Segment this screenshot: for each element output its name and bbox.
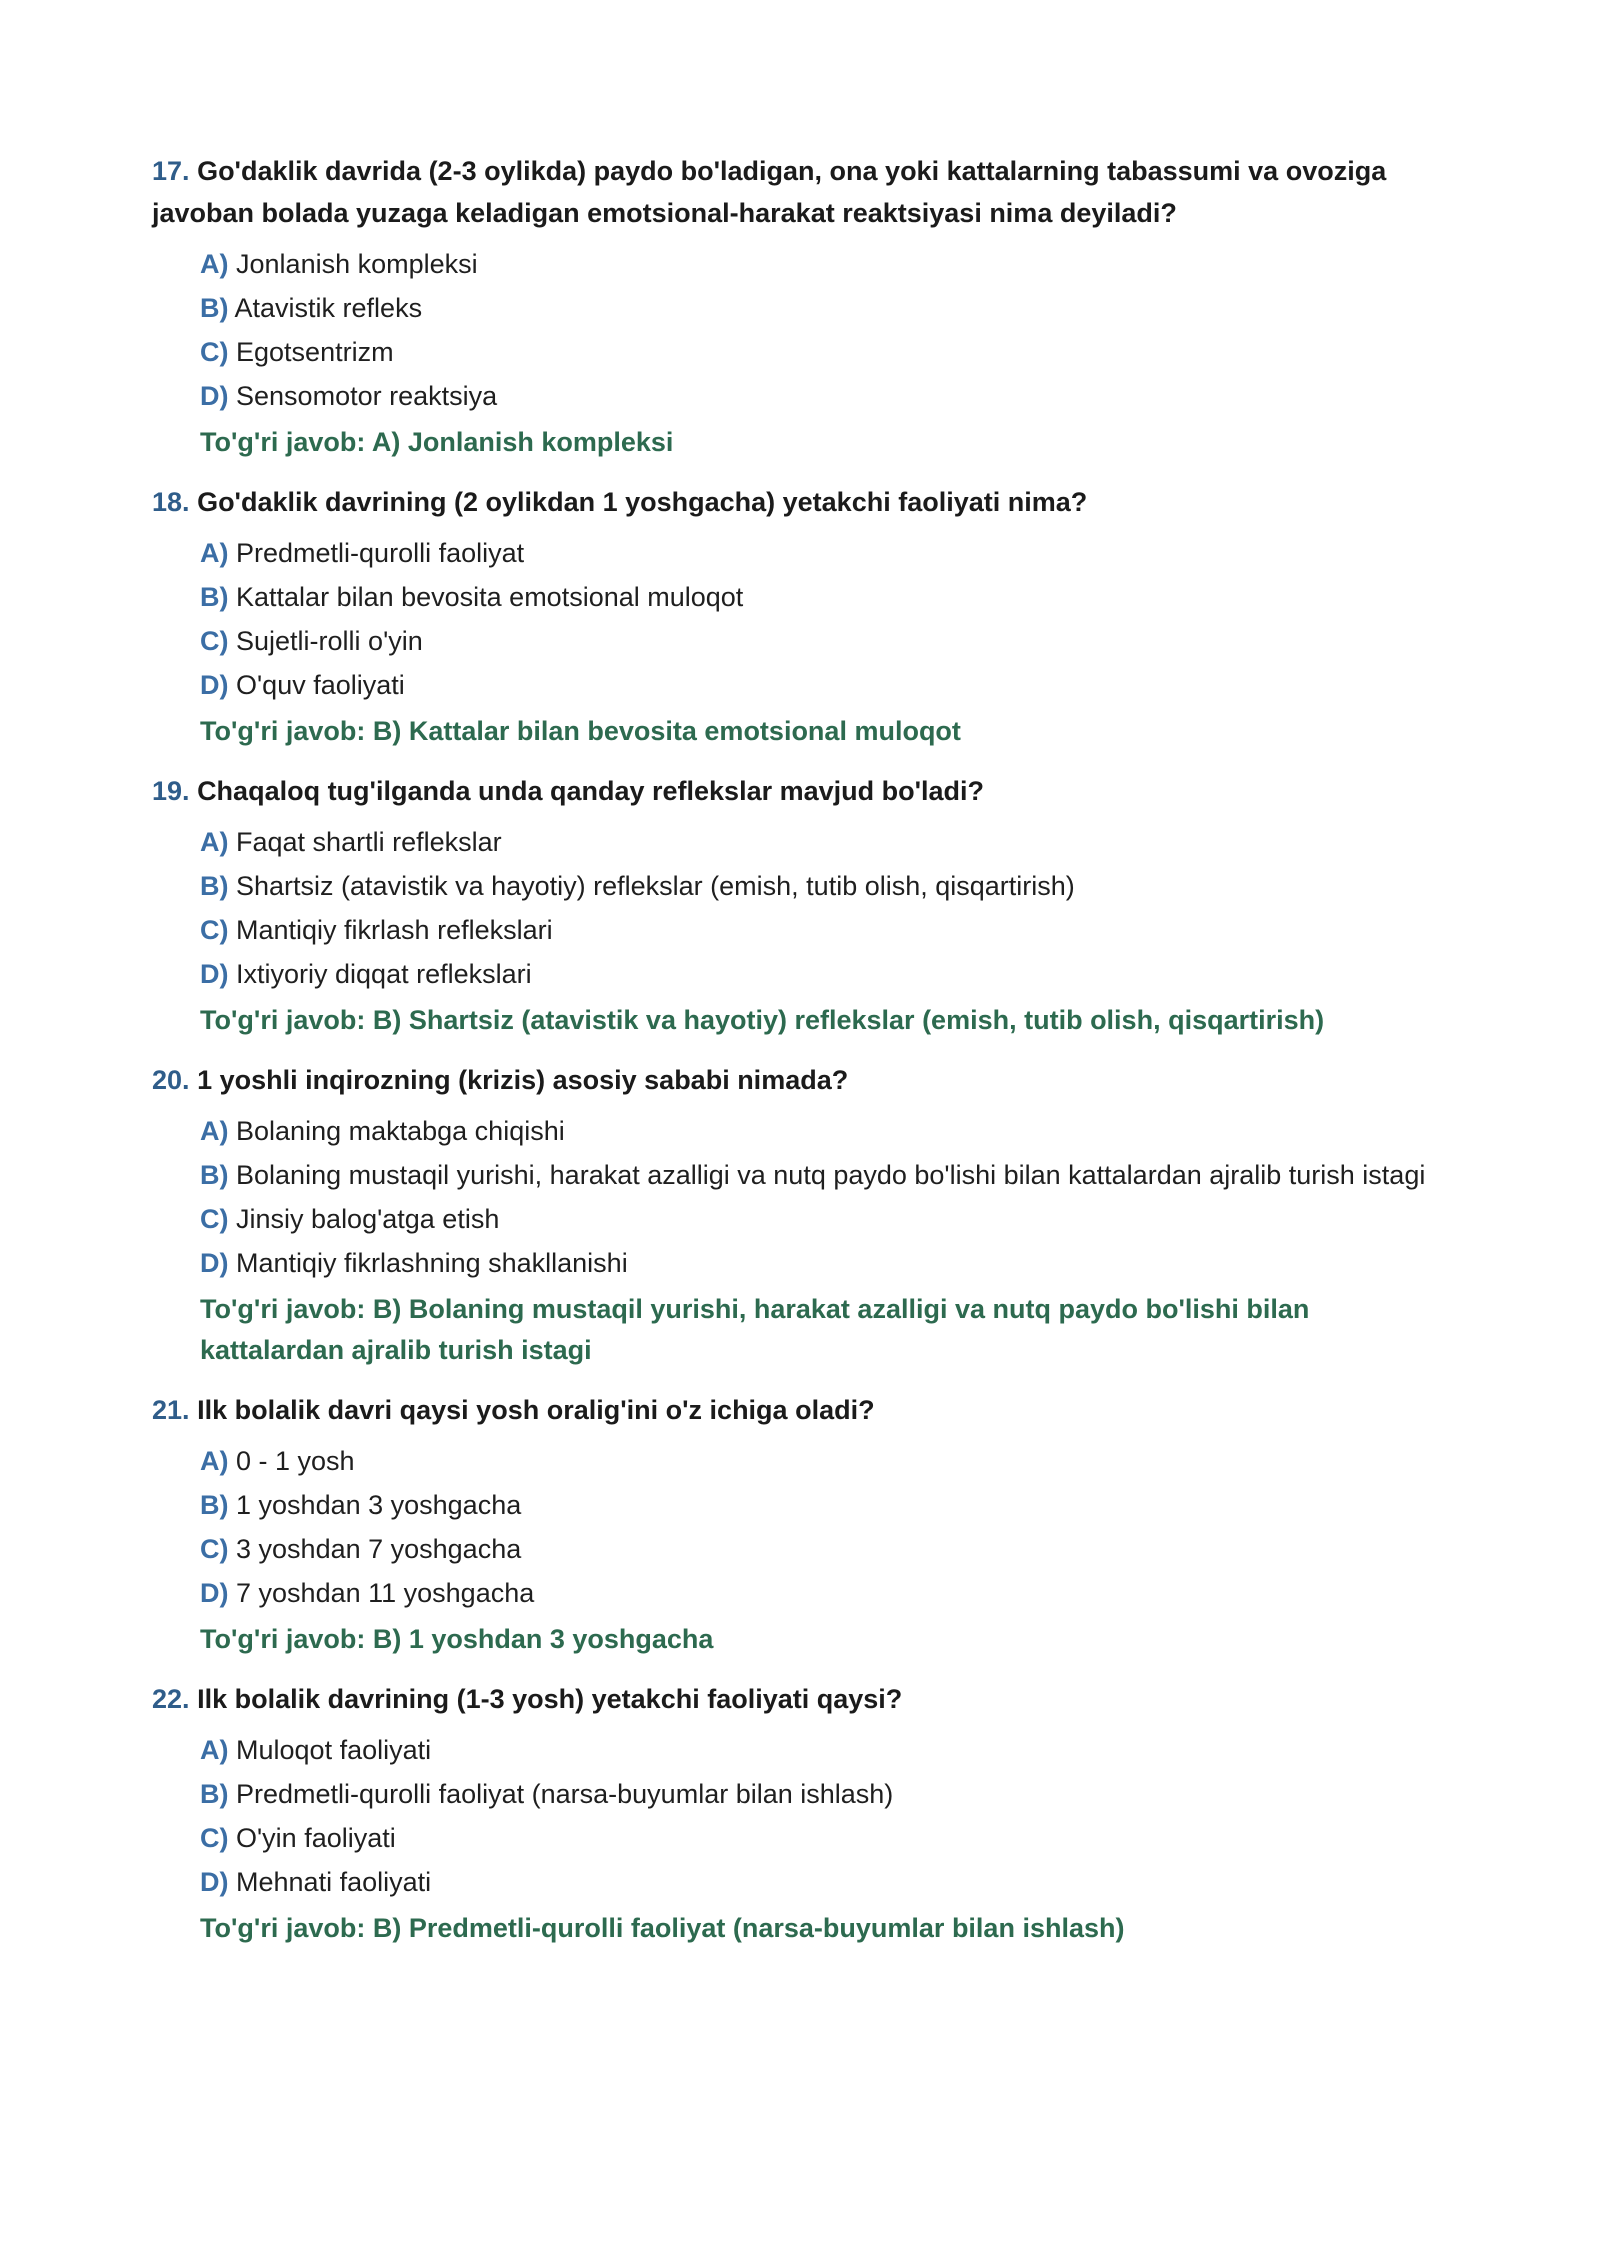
option-letter: B)	[200, 293, 229, 323]
option-c	[200, 908, 1452, 952]
question-number: 20.	[152, 1065, 190, 1095]
option-letter: D)	[200, 959, 229, 989]
question-text: 1 yoshli inqirozning (krizis) asosiy sababi nimada?	[197, 1065, 849, 1095]
option-b	[200, 1153, 1452, 1197]
option-letter: B)	[200, 871, 229, 901]
option-letter: B)	[200, 1490, 229, 1520]
correct-answer: To'g'ri javob: B) 1 yoshdan 3 yoshgacha	[200, 1624, 714, 1654]
question-text: Ilk bolalik davrining (1-3 yosh) yetakchi faoliyati qaysi?	[197, 1684, 903, 1714]
option-c	[200, 330, 1452, 374]
option-letter: D)	[200, 1578, 229, 1608]
options-list	[152, 242, 1452, 463]
question-text: Go'daklik davrida (2-3 oylikda) paydo bo'ladigan, ona yoki kattalarning tabassumi va ovoziga javoban bolada yuzaga keladigan emotsional-harakat reaktsiyasi nima deyiladi?	[152, 156, 1387, 228]
question-number: 22.	[152, 1684, 190, 1714]
option-b	[200, 864, 1452, 908]
option-text: Predmetli-qurolli faoliyat	[236, 538, 525, 568]
question-number: 18.	[152, 487, 190, 517]
question-21	[152, 1389, 1452, 1660]
question-number: 17.	[152, 156, 190, 186]
question-title	[152, 481, 1452, 523]
option-letter: C)	[200, 626, 229, 656]
option-letter: A)	[200, 1735, 229, 1765]
question-22	[152, 1678, 1452, 1949]
question-title	[152, 1678, 1452, 1720]
option-a	[200, 531, 1452, 575]
option-text: Shartsiz (atavistik va hayotiy) reflekslar (emish, tutib olish, qisqartirish)	[236, 871, 1075, 901]
option-letter: D)	[200, 381, 229, 411]
option-letter: B)	[200, 582, 229, 612]
option-letter: A)	[200, 249, 229, 279]
question-title	[152, 150, 1452, 234]
option-b	[200, 286, 1452, 330]
option-d	[200, 1241, 1452, 1285]
question-list	[152, 150, 1452, 1967]
option-text: Muloqot faoliyati	[236, 1735, 432, 1765]
option-letter: C)	[200, 1534, 229, 1564]
option-c	[200, 1527, 1452, 1571]
option-text: 1 yoshdan 3 yoshgacha	[236, 1490, 522, 1520]
option-letter: D)	[200, 1867, 229, 1897]
question-20	[152, 1059, 1452, 1371]
option-text: Faqat shartli reflekslar	[236, 827, 502, 857]
question-title	[152, 1389, 1452, 1431]
option-letter: C)	[200, 1204, 229, 1234]
option-letter: A)	[200, 827, 229, 857]
option-text: Sujetli-rolli o'yin	[236, 626, 423, 656]
question-text: Chaqaloq tug'ilganda unda qanday reflekslar mavjud bo'ladi?	[197, 776, 985, 806]
option-letter: D)	[200, 670, 229, 700]
option-text: O'quv faoliyati	[236, 670, 405, 700]
question-19	[152, 770, 1452, 1041]
correct-answer: To'g'ri javob: B) Predmetli-qurolli faoliyat (narsa-buyumlar bilan ishlash)	[200, 1913, 1125, 1943]
option-text: Mantiqiy fikrlash reflekslari	[236, 915, 553, 945]
option-b	[200, 1483, 1452, 1527]
options-list	[152, 1439, 1452, 1660]
option-letter: C)	[200, 915, 229, 945]
correct-answer: To'g'ri javob: B) Kattalar bilan bevosita emotsional muloqot	[200, 716, 961, 746]
option-text: 3 yoshdan 7 yoshgacha	[236, 1534, 522, 1564]
option-letter: A)	[200, 538, 229, 568]
option-a	[200, 820, 1452, 864]
option-letter: B)	[200, 1160, 229, 1190]
option-b	[200, 575, 1452, 619]
option-letter: D)	[200, 1248, 229, 1278]
question-text: Go'daklik davrining (2 oylikdan 1 yoshgacha) yetakchi faoliyati nima?	[197, 487, 1088, 517]
options-list	[152, 1728, 1452, 1949]
options-list	[152, 531, 1452, 752]
option-letter: C)	[200, 337, 229, 367]
option-d	[200, 663, 1452, 707]
option-text: 7 yoshdan 11 yoshgacha	[236, 1578, 535, 1608]
option-d	[200, 952, 1452, 996]
correct-answer: To'g'ri javob: B) Bolaning mustaqil yurishi, harakat azalligi va nutq paydo bo'lishi bilan kattalardan ajralib turish istagi	[200, 1294, 1310, 1365]
correct-answer: To'g'ri javob: B) Shartsiz (atavistik va hayotiy) reflekslar (emish, tutib olish, qisqartirish)	[200, 1005, 1325, 1035]
question-text: Ilk bolalik davri qaysi yosh oralig'ini o'z ichiga oladi?	[197, 1395, 875, 1425]
option-text: Jonlanish kompleksi	[236, 249, 478, 279]
option-a	[200, 1109, 1452, 1153]
option-d	[200, 1571, 1452, 1615]
option-text: Mantiqiy fikrlashning shakllanishi	[236, 1248, 628, 1278]
option-d	[200, 1860, 1452, 1904]
option-a	[200, 242, 1452, 286]
option-text: Jinsiy balog'atga etish	[236, 1204, 500, 1234]
option-text: Bolaning maktabga chiqishi	[236, 1116, 565, 1146]
option-a	[200, 1728, 1452, 1772]
option-text: Ixtiyoriy diqqat reflekslari	[236, 959, 532, 989]
question-18	[152, 481, 1452, 752]
option-a	[200, 1439, 1452, 1483]
options-list	[152, 1109, 1452, 1371]
option-letter: B)	[200, 1779, 229, 1809]
option-text: Mehnati faoliyati	[236, 1867, 432, 1897]
question-17	[152, 150, 1452, 463]
options-list	[152, 820, 1452, 1041]
question-title	[152, 1059, 1452, 1101]
option-text: Atavistik refleks	[234, 293, 423, 323]
question-title	[152, 770, 1452, 812]
question-number: 21.	[152, 1395, 190, 1425]
option-letter: A)	[200, 1116, 229, 1146]
option-text: Bolaning mustaqil yurishi, harakat azalligi va nutq paydo bo'lishi bilan kattalardan ajralib turish istagi	[236, 1160, 1426, 1190]
option-c	[200, 619, 1452, 663]
question-number: 19.	[152, 776, 190, 806]
option-text: 0 - 1 yosh	[236, 1446, 355, 1476]
option-letter: C)	[200, 1823, 229, 1853]
option-b	[200, 1772, 1452, 1816]
option-text: Egotsentrizm	[236, 337, 394, 367]
option-text: Sensomotor reaktsiya	[236, 381, 498, 411]
option-text: Predmetli-qurolli faoliyat (narsa-buyumlar bilan ishlash)	[236, 1779, 894, 1809]
option-text: Kattalar bilan bevosita emotsional muloqot	[236, 582, 744, 612]
option-letter: A)	[200, 1446, 229, 1476]
option-d	[200, 374, 1452, 418]
correct-answer: To'g'ri javob: A) Jonlanish kompleksi	[200, 427, 674, 457]
option-c	[200, 1816, 1452, 1860]
option-c	[200, 1197, 1452, 1241]
option-text: O'yin faoliyati	[236, 1823, 396, 1853]
